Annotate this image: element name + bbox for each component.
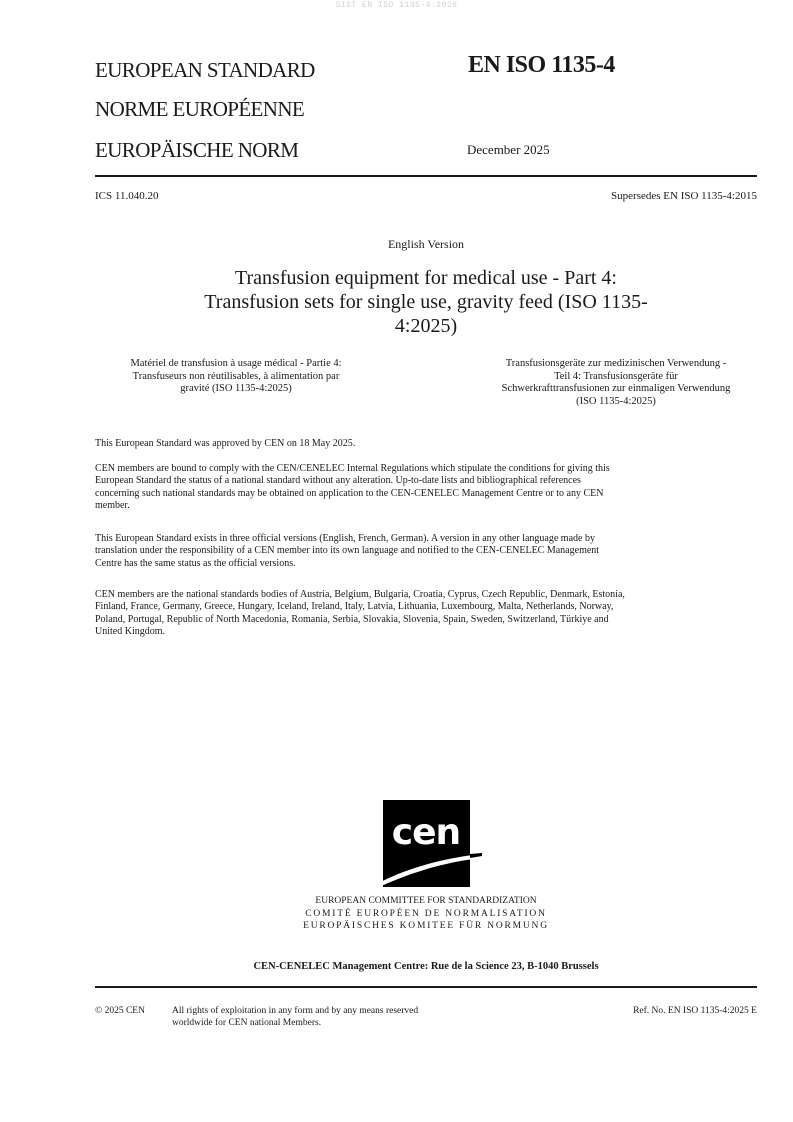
paragraph-line: CEN members are bound to comply with the CEN/CENELEC Internal Regulations which stipulate the conditions for giving this	[95, 463, 610, 474]
french-title	[95, 358, 377, 396]
version-label: English Version	[387, 237, 465, 251]
french-title-line: Transfuseurs non réutilisables, à alimentation par	[132, 370, 340, 382]
french-title-line: Matériel de transfusion à usage médical - Partie 4:	[130, 358, 342, 369]
french-title-line: gravité (ISO 1135-4:2025)	[180, 383, 292, 394]
watermark: SIST EN ISO 1135-4:2026	[335, 1, 458, 10]
title-line: Transfusion sets for single use, gravity feed (ISO 1135-	[204, 291, 648, 313]
reference-number: Ref. No. EN ISO 1135-4:2025 E	[633, 1006, 757, 1016]
cen-logo	[371, 800, 482, 888]
title-line: 4:2025)	[394, 315, 458, 337]
paragraph-line: European Standard the status of a national standard without any alteration. Up-to-date lists and bibliographical references	[95, 475, 581, 487]
publication-date: December 2025	[467, 142, 550, 157]
approval-paragraph: This European Standard was approved by CEN on 18 May 2025.	[95, 438, 356, 449]
cen-logo-text: cen	[391, 812, 461, 853]
compliance-paragraph	[95, 463, 759, 512]
document-title	[140, 266, 712, 338]
german-title	[466, 358, 766, 408]
committee-names	[95, 895, 757, 933]
paragraph-line: CEN members are the national standards bodies of Austria, Belgium, Bulgaria, Croatia, Cyprus, Czech Republic, Denmark, Estonia,	[95, 589, 625, 600]
paragraph-line: Finland, France, Germany, Greece, Hungary, Iceland, Ireland, Italy, Latvia, Lithuania, Luxembourg, Malta, Netherlands, Norway,	[95, 601, 614, 613]
title-line: Transfusion equipment for medical use - Part 4:	[235, 267, 617, 289]
rights-statement	[172, 1005, 418, 1029]
paragraph-line: Centre has the same status as the official versions.	[95, 557, 296, 569]
management-centre-address: CEN-CENELEC Management Centre: Rue de la Science 23, B-1040 Brussels	[253, 961, 599, 972]
document-number: EN ISO 1135-4	[468, 52, 615, 78]
paragraph-line: translation under the responsibility of a CEN member into its own language and notified to the CEN-CENELEC Management	[95, 545, 600, 557]
paragraph-line: United Kingdom.	[95, 625, 165, 637]
paragraph-line: member.	[95, 499, 130, 511]
paragraph-line: concerning such national standards may be obtained on application to the CEN-CENELEC Management Centre or to any CEN	[95, 487, 604, 499]
members-paragraph	[95, 589, 759, 638]
ics-code: ICS 11.040.20	[95, 190, 159, 202]
versions-paragraph	[95, 533, 759, 570]
footer-divider	[95, 986, 757, 988]
committee-name-de: EUROPÄISCHES KOMITEE FÜR NORMUNG	[303, 921, 549, 931]
copyright: © 2025 CEN	[95, 1006, 145, 1016]
standard-type-fr: NORME EUROPÉENNE	[95, 97, 305, 121]
paragraph-line: Poland, Portugal, Republic of North Macedonia, Romania, Serbia, Slovakia, Slovenia, Spain, Sweden, Switzerland, Türkiye and	[95, 613, 609, 625]
german-title-line: Teil 4: Transfusionsgeräte für	[554, 370, 678, 382]
german-title-line: Transfusionsgeräte zur medizinischen Verwendung -	[505, 358, 727, 369]
header-divider	[95, 175, 757, 177]
committee-name-en: EUROPEAN COMMITTEE FOR STANDARDIZATION	[315, 896, 537, 906]
german-title-line: Schwerkrafttransfusionen zur einmaligen Verwendung	[501, 383, 731, 394]
standard-type-de: EUROPÄISCHE NORM	[95, 138, 299, 162]
paragraph-line: This European Standard exists in three official versions (English, French, German). A version in any other language made by	[95, 533, 595, 544]
standard-type-en: EUROPEAN STANDARD	[95, 58, 315, 82]
supersedes: Supersedes EN ISO 1135-4:2015	[611, 190, 757, 202]
rights-line: worldwide for CEN national Members.	[172, 1018, 322, 1028]
committee-name-fr: COMITÉ EUROPÉEN DE NORMALISATION	[305, 908, 547, 919]
german-title-line: (ISO 1135-4:2025)	[576, 395, 656, 407]
rights-line: All rights of exploitation in any form and by any means reserved	[172, 1006, 419, 1016]
